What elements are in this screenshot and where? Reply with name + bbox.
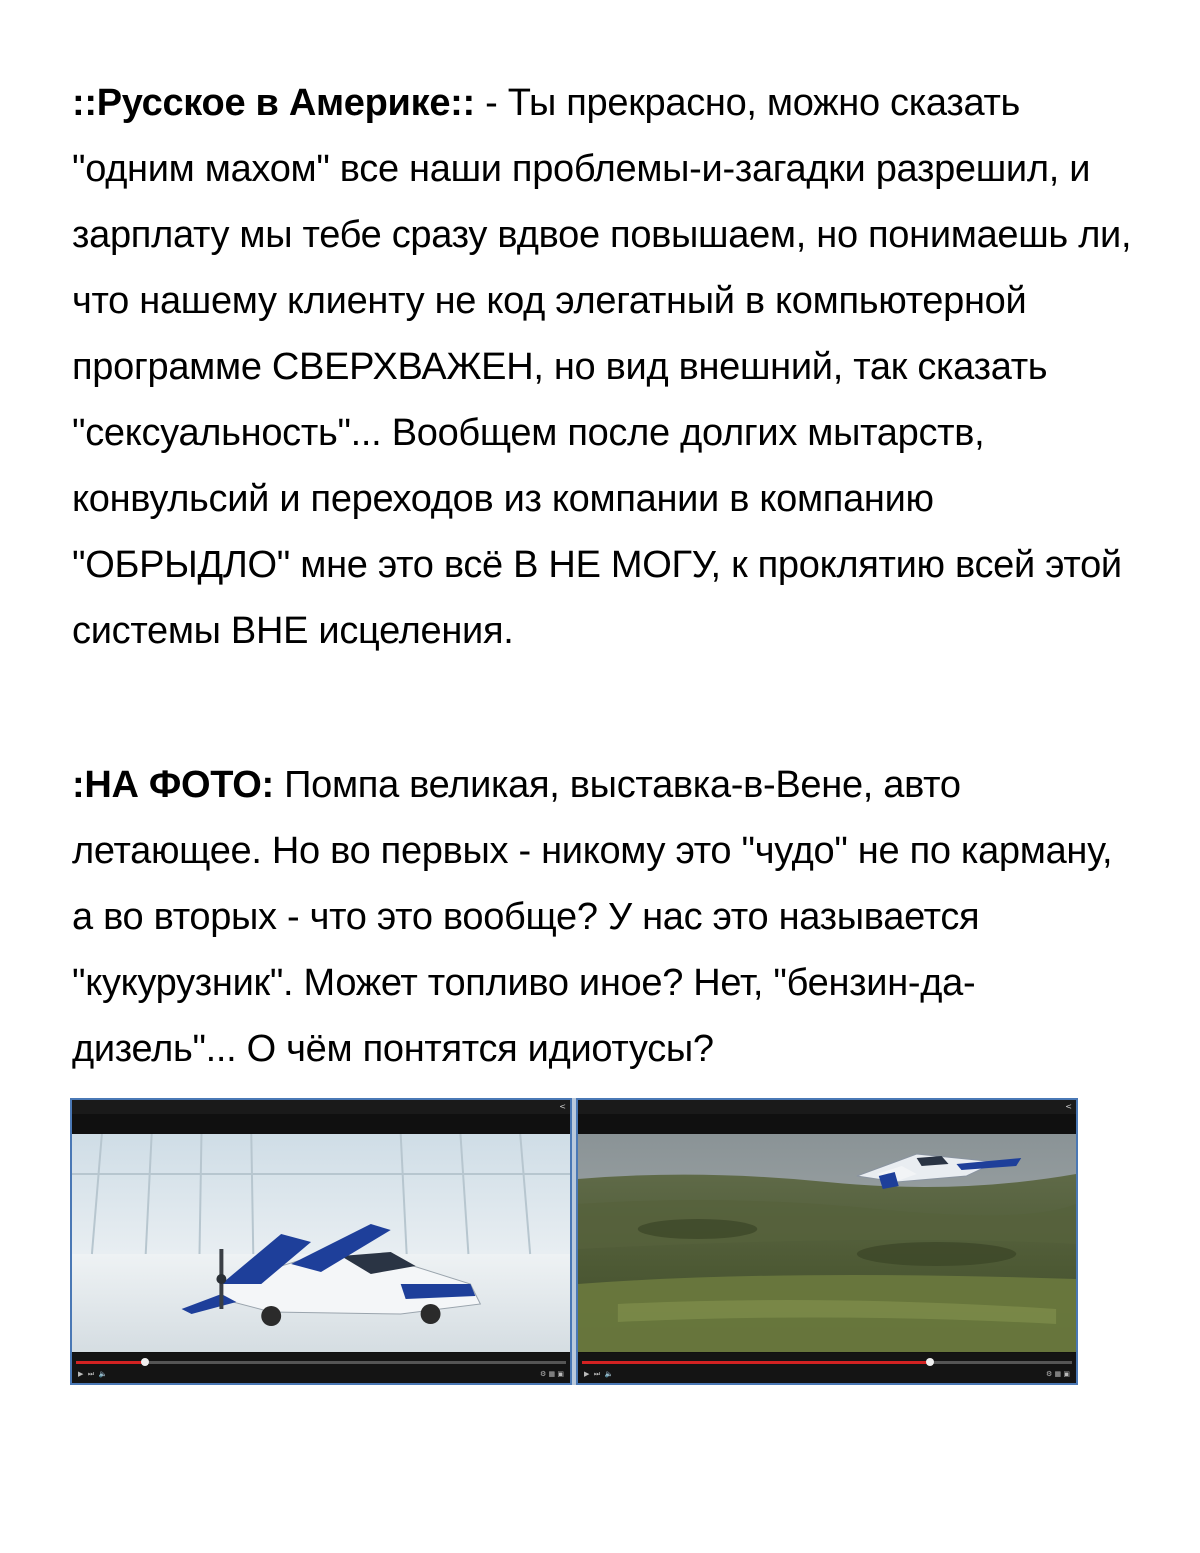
control-buttons-row: [584, 1369, 1070, 1379]
share-icon[interactable]: <: [1065, 1102, 1072, 1111]
player-controls: [72, 1353, 570, 1383]
player-title-bar: [72, 1100, 570, 1114]
video-frame-hangar[interactable]: [72, 1134, 570, 1352]
settings-icons[interactable]: ⚙ ▦ ▣: [540, 1370, 564, 1378]
paragraph-russian-in-america: [72, 70, 1132, 664]
caption-body: Помпа великая, выставка-в-Вене, авто летающее. Но во первых - никому это "чудо" не по карману, а во вторых - что это вообще? У нас это называется "кукурузник". Может топливо иное? Нет, "бензин-да-дизель"... О чём понтятся идиотусы?: [72, 764, 1113, 1070]
play-icon[interactable]: ▶: [78, 1370, 84, 1378]
flight-scene-image: [578, 1134, 1076, 1352]
next-icon[interactable]: ⏭: [591, 1370, 601, 1378]
caption-heading: :НА ФОТО:: [72, 764, 274, 806]
paragraph-heading: ::Русское в Америке::: [72, 82, 475, 124]
volume-icon[interactable]: 🔈: [96, 1370, 108, 1378]
progress-fill: [76, 1361, 145, 1364]
settings-icons[interactable]: ⚙ ▦ ▣: [1046, 1370, 1070, 1378]
player-controls: [578, 1353, 1076, 1383]
progress-scrubber[interactable]: [926, 1358, 934, 1366]
player-title-bar: [578, 1100, 1076, 1114]
video-frame-flight[interactable]: [578, 1134, 1076, 1352]
volume-icon[interactable]: 🔈: [602, 1370, 614, 1378]
progress-bar[interactable]: [582, 1361, 1072, 1364]
paragraph-photo-caption: [72, 752, 1132, 1082]
video-screenshots: [70, 1098, 1078, 1385]
hangar-scene-image: [72, 1134, 570, 1352]
play-icon[interactable]: ▶: [584, 1370, 590, 1378]
control-buttons-row: [78, 1369, 564, 1379]
video-player-hangar[interactable]: [70, 1098, 572, 1385]
progress-bar[interactable]: [76, 1361, 566, 1364]
next-icon[interactable]: ⏭: [85, 1370, 95, 1378]
progress-fill: [582, 1361, 930, 1364]
video-player-flight[interactable]: [576, 1098, 1078, 1385]
progress-scrubber[interactable]: [141, 1358, 149, 1366]
paragraph-body: - Ты прекрасно, можно сказать "одним махом" все наши проблемы-и-загадки разрешил, и зарплату мы тебе сразу вдвое повышаем, но понимаешь ли, что нашему клиенту не код элегатный в компьютерной программе СВЕРХВАЖЕН, но вид внешний, так сказать "сексуальность"... Вообщем после долгих мытарств, конвульсий и переходов из компании в компанию "ОБРЫДЛО" мне это всё В НЕ МОГУ, к проклятию всей этой системы ВНЕ исцеления.: [72, 82, 1132, 652]
share-icon[interactable]: <: [559, 1102, 566, 1111]
